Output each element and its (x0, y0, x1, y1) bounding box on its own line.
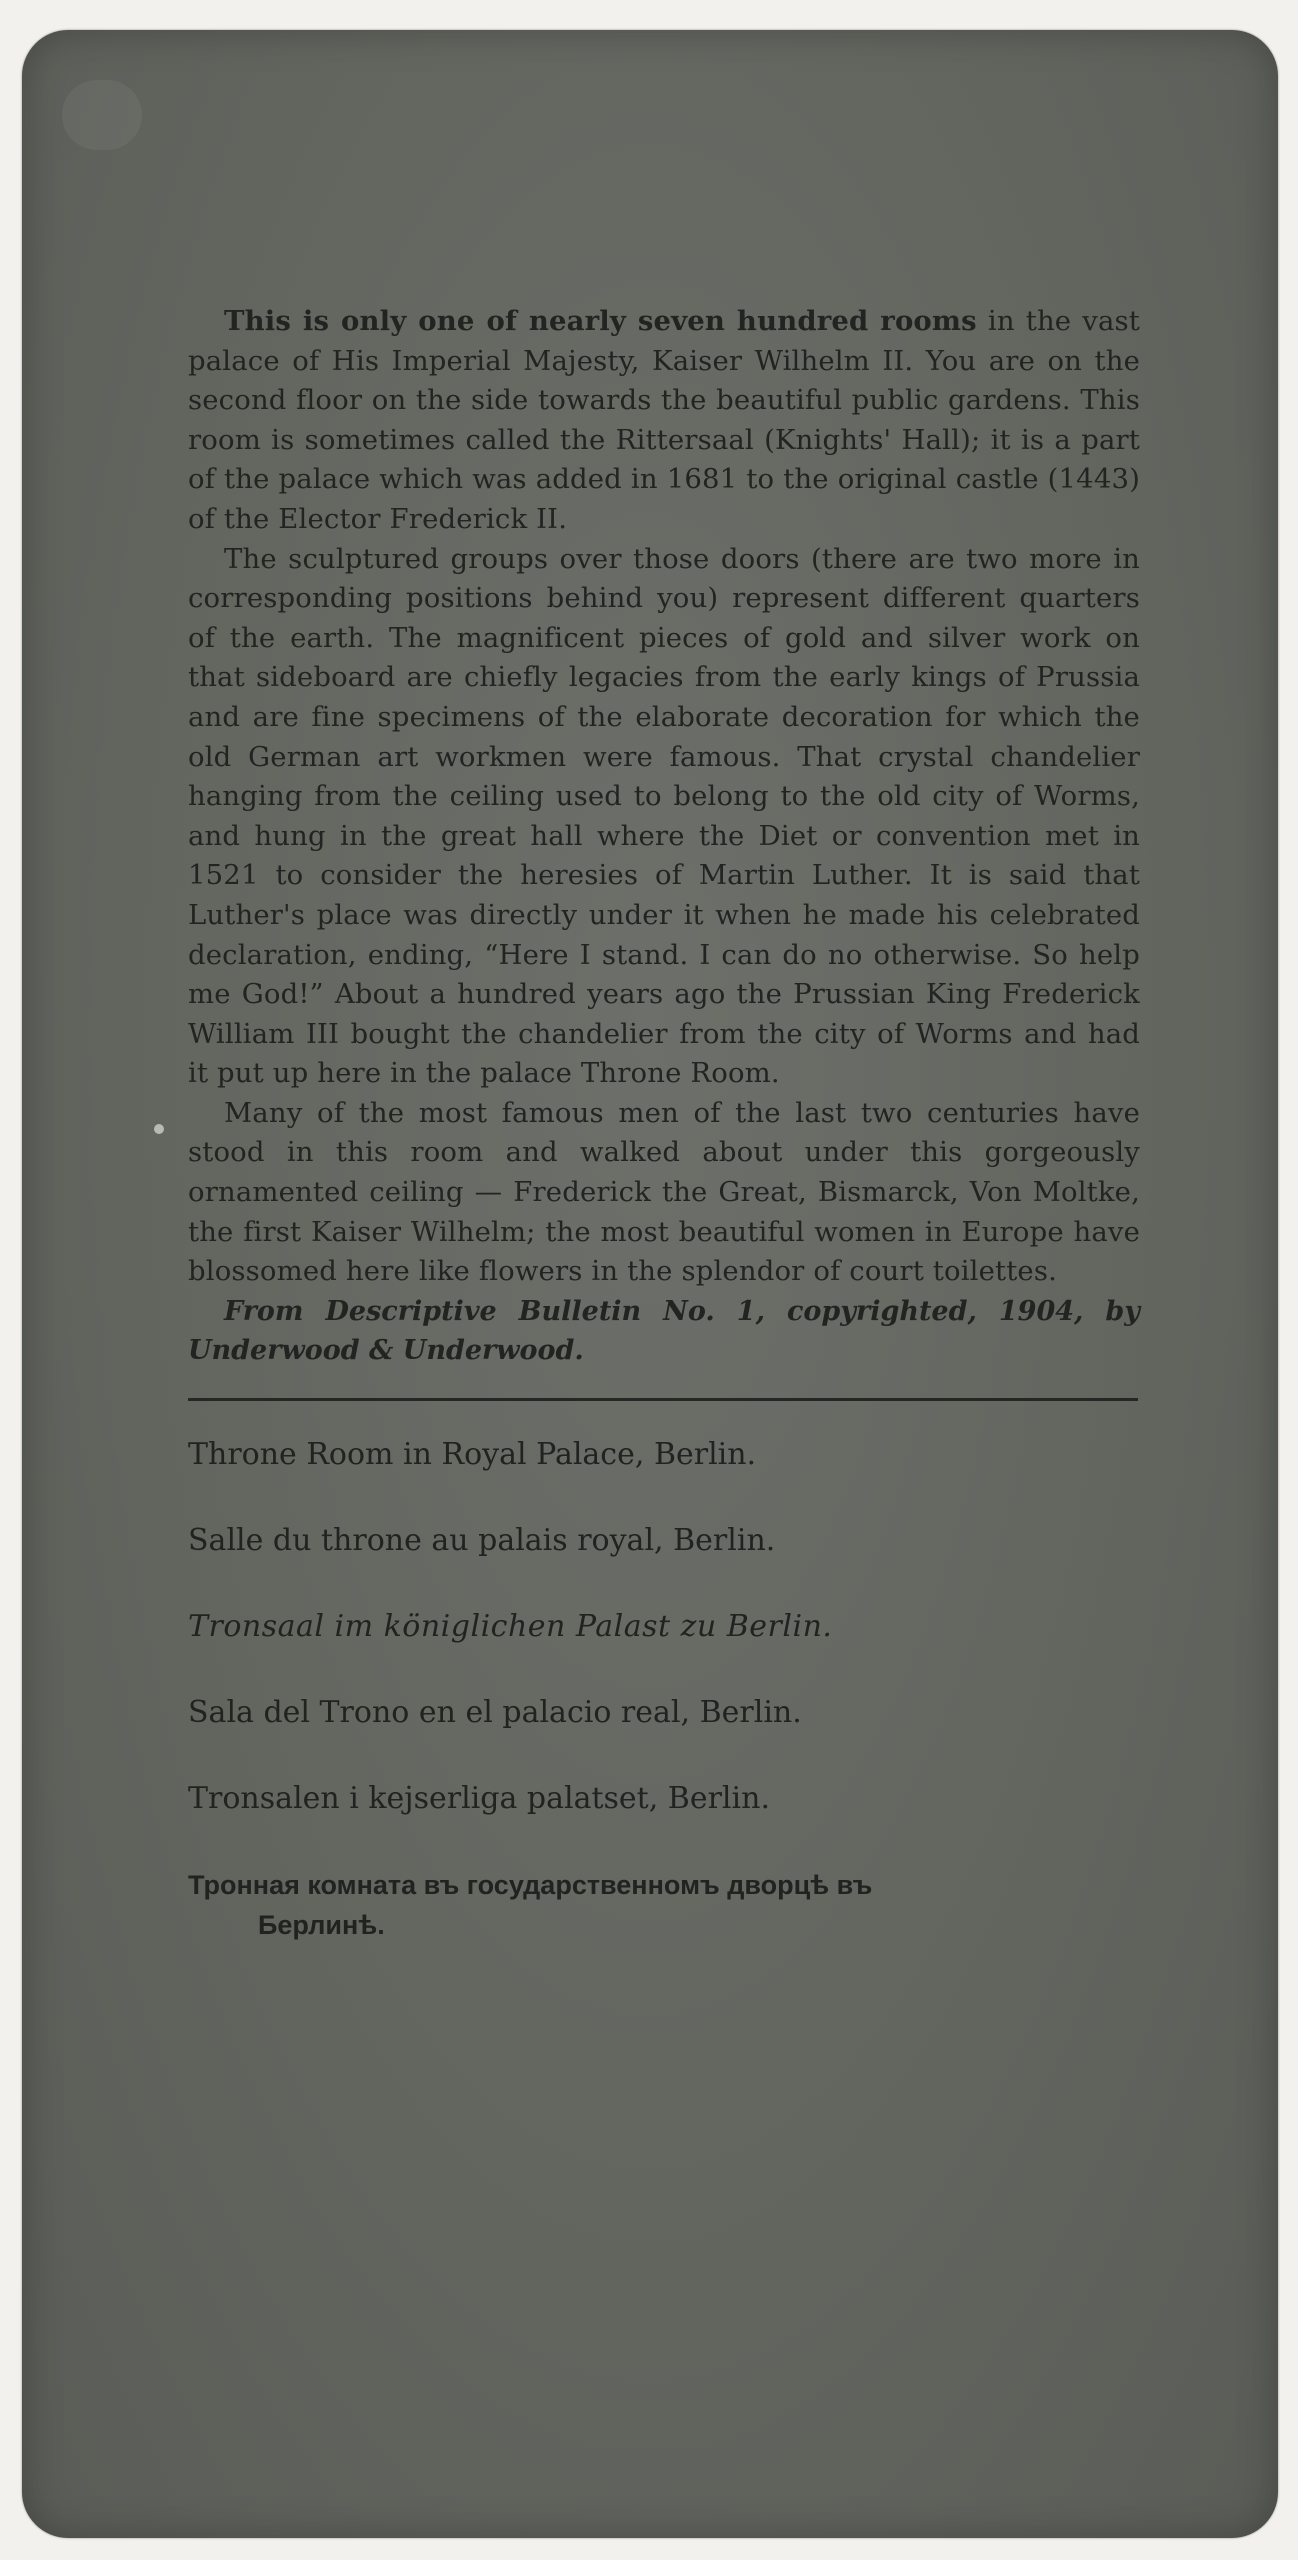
title-russian (188, 1865, 1140, 1945)
sculptures-body-text: The sculptured groups over those doors (there are two more in corresponding positions behind you) represent different quarters of the earth. The magnificent pieces of gold and silver work on that sideboard are chiefly legacies from the early kings of Prussia and are fine specimens of the elaborate decoration for which the old German art workmen were famous. That crystal chandelier hanging from the ceiling used to belong to the old city of Worms, and hung in the great hall where the Diet or convention met in 1521 to consider the heresies of Martin Luther. It is said that Luther's place was directly under it when he made his celebrated declaration, ending, “Here I stand. I can do no otherwise. So help me God!” About a hundred years ago the Prussian King Frederick William III bought the chandelier from the city of Worms and had it put up here in the palace Throne Room. (188, 542, 1140, 1090)
card-wear-mark (62, 80, 142, 150)
paragraph-sculptures (188, 540, 1140, 1094)
paragraph-intro (188, 302, 1140, 540)
intro-lead-text: This is only one of nearly seven hundred rooms (224, 305, 977, 337)
title-spanish: Sala del Trono en el palacio real, Berlin. (188, 1694, 802, 1730)
title-english: Throne Room in Royal Palace, Berlin. (188, 1436, 757, 1472)
title-german: Tronsaal im königlichen Palast zu Berlin. (188, 1608, 833, 1644)
intro-body-text: in the vast palace of His Imperial Majesty, Kaiser Wilhelm II. You are on the second floor on the side towards the beautiful public gardens. This room is sometimes called the Rittersaal (Knights' Hall); it is a part of the palace which was added in 1681 to the original castle (1443) of the Elector Frederick II. (188, 305, 1140, 535)
famous-men-body-text: Many of the most famous men of the last two centuries have stood in this room and walked about under this gorgeously ornamented ceiling — Frederick the Great, Bismarck, Von Moltke, the first Kaiser Wilhelm; the most beautiful women in Europe have blossomed here like flowers in the splendor of court toilettes. (188, 1096, 1140, 1288)
card-text-block (188, 302, 1140, 1945)
paragraph-famous-men (188, 1094, 1140, 1292)
paper-speck (154, 1124, 164, 1134)
title-russian-line1: Тронная комната въ государственномъ дворцѣ въ (188, 1869, 873, 1900)
source-credit: From Descriptive Bulletin No. 1, copyrighted, 1904, by Underwood & Underwood. (188, 1295, 1140, 1366)
title-russian-line2: Берлинѣ. (258, 1909, 385, 1940)
divider-rule (188, 1398, 1138, 1401)
title-swedish: Tronsalen i kejserliga palatset, Berlin. (188, 1780, 770, 1816)
title-french: Salle du throne au palais royal, Berlin. (188, 1522, 776, 1558)
